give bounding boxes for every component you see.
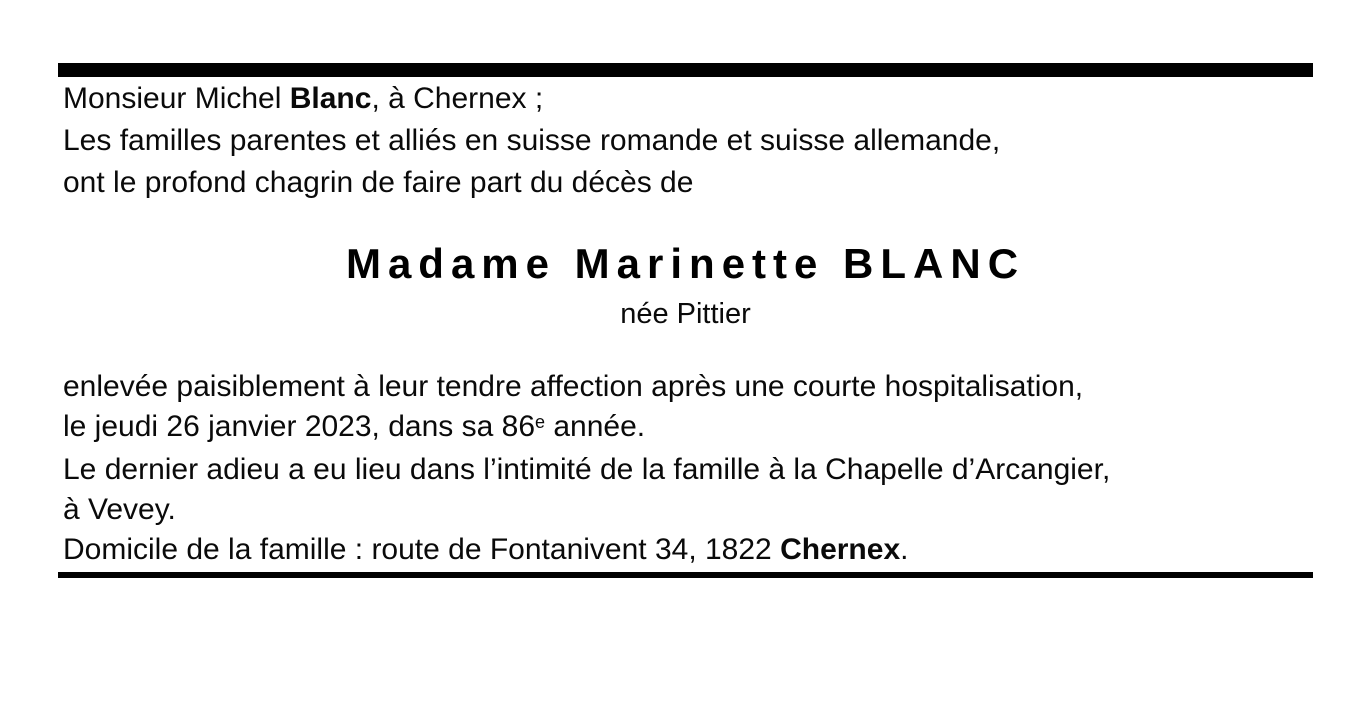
text-segment: Monsieur Michel (63, 82, 290, 115)
intro-paragraph (63, 78, 1313, 204)
deceased-name-title: Madame Marinette BLANC (345, 240, 1026, 287)
text-line (63, 450, 1313, 490)
death-notice (58, 63, 1313, 578)
text-line (63, 367, 1313, 407)
text-segment: enlevée paisiblement à leur tendre affection après une courte hospitalisation, (63, 370, 1084, 403)
top-rule (58, 63, 1313, 77)
maiden-name-subtitle: née Pittier (620, 298, 751, 330)
text-line (63, 407, 1313, 450)
text-segment: Les familles parentes et alliés en suisse romande et suisse allemande, (63, 124, 1001, 157)
text-segment: Le dernier adieu a eu lieu dans l’intimité de la famille à la Chapelle d’Arcangier, (63, 453, 1111, 486)
text-segment: année. (545, 410, 646, 443)
text-line (63, 530, 1313, 570)
text-segment: Domicile de la famille : route de Fontanivent 34, 1822 (63, 533, 781, 566)
text-line (63, 78, 1313, 120)
body-paragraph (63, 367, 1313, 570)
text-segment: à Vevey. (63, 493, 176, 526)
text-line (63, 490, 1313, 530)
text-segment: le jeudi 26 janvier 2023, dans sa 86 (63, 410, 536, 443)
text-segment: e (535, 411, 546, 432)
bottom-rule (58, 572, 1313, 578)
text-segment: ont le profond chagrin de faire part du décès de (63, 166, 694, 199)
text-segment: . (900, 533, 909, 566)
text-segment: Chernex (780, 533, 901, 566)
text-line (63, 162, 1313, 204)
text-segment: Blanc (289, 82, 372, 115)
text-segment: , à Chernex ; (371, 82, 544, 115)
text-line (63, 120, 1313, 162)
